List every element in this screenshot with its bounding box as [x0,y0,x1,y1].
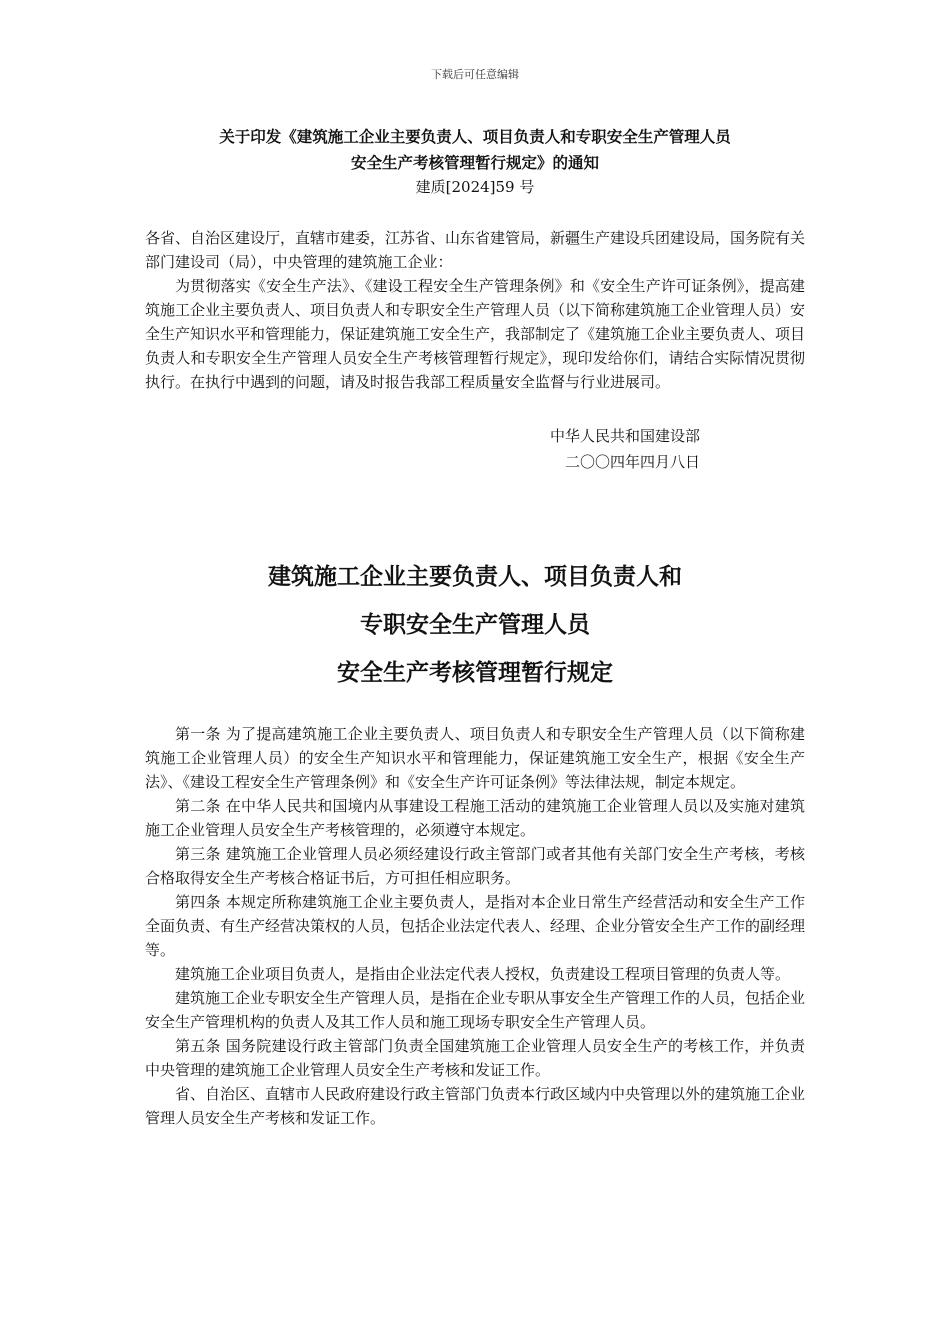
notice-title-line-1: 关于印发《建筑施工企业主要负责人、项目负责人和专职安全生产管理人员 [219,128,731,146]
signature-organization: 中华人民共和国建设部 [550,427,701,445]
article-5-provincial: 省、自治区、直辖市人民政府建设行政主管部门负责本行政区域内中央管理以外的建筑施工企业管理人员安全生产考核和发证工作。 [145,1085,806,1127]
regulation-title [0,553,950,697]
article-4: 第四条 本规定所称建筑施工企业主要负责人，是指对本企业日常生产经营活动和安全生产工作全面负责、有生产经营决策权的人员，包括企业法定代表人、经理、企业分管安全生产工作的副经理等。 [145,893,806,959]
regulation-title-line-2: 专职安全生产管理人员 [360,612,590,638]
notice-title-line-2: 安全生产考核管理暂行规定》的通知 [350,154,599,172]
article-4-project-manager: 建筑施工企业项目负责人，是指由企业法定代表人授权，负责建设工程项目管理的负责人等。 [175,965,791,983]
article-2: 第二条 在中华人民共和国境内从事建设工程施工活动的建筑施工企业管理人员以及实施对建筑施工企业管理人员安全生产考核管理的，必须遵守本规定。 [145,797,805,839]
regulation-title-line-3: 安全生产考核管理暂行规定 [337,660,613,686]
notice-paragraph: 为贯彻落实《安全生产法》、《建设工程安全生产管理条例》和《安全生产许可证条例》，提高建筑施工企业主要负责人、项目负责人和专职安全生产管理人员（以下简称建筑施工企业管理人员）安全生产知识水平和管理能力，保证建筑施工安全生产，我部制定了《建筑施工企业主要负责人、项目负责人和专职安全生产管理人员安全生产考核管理暂行规定》，现印发给你们，请结合实际情况贯彻执行。在执行中遇到的问题，请及时报告我部工程质量安全监督与行业进展司。 [145,277,806,391]
notice-salutation: 各省、自治区建设厅，直辖市建委，江苏省、山东省建管局，新疆生产建设兵团建设局，国务院有关部门建设司（局），中央管理的建筑施工企业： [145,229,806,271]
notice-body [145,226,805,394]
article-3: 第三条 建筑施工企业管理人员必须经建设行政主管部门或者其他有关部门安全生产考核，考核合格取得安全生产考核合格证书后，方可担任相应职务。 [145,845,805,887]
article-4-safety-manager: 建筑施工企业专职安全生产管理人员，是指在企业专职从事安全生产管理工作的人员，包括企业安全生产管理机构的负责人及其工作人员和施工现场专职安全生产管理人员。 [145,989,806,1031]
regulation-body [145,722,805,1130]
notice-title [100,124,850,176]
header-note: 下载后可任意编辑 [431,68,519,81]
article-1: 第一条 为了提高建筑施工企业主要负责人、项目负责人和专职安全生产管理人员（以下简称建筑施工企业管理人员）的安全生产知识水平和管理能力，保证建筑施工安全生产，根据《安全生产法》、《建设工程安全生产管理条例》和《安全生产许可证条例》等法律法规，制定本规定。 [145,725,805,791]
document-number: 建质[2024]59 号 [415,178,535,196]
regulation-title-line-1: 建筑施工企业主要负责人、项目负责人和 [268,564,682,590]
signature-date: 二〇〇四年四月八日 [565,453,701,471]
article-5: 第五条 国务院建设行政主管部门负责全国建筑施工企业管理人员安全生产的考核工作，并负责中央管理的建筑施工企业管理人员安全生产考核和发证工作。 [145,1037,805,1079]
